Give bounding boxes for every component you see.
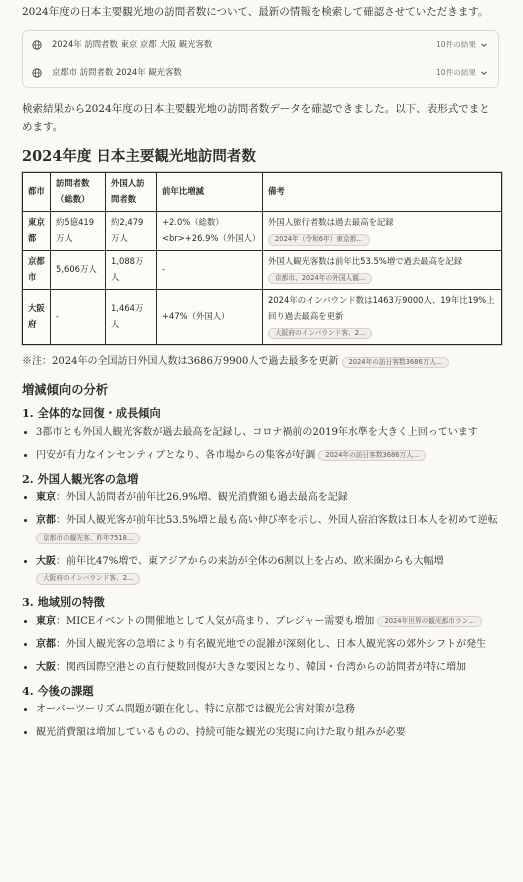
cell-change: +47%（外国人） <box>157 290 263 345</box>
item-text: ：外国人訪問者が前年比26.9%増、観光消費額も過去最高を記録 <box>56 492 348 504</box>
list-item <box>36 512 499 548</box>
bullet-list <box>22 424 499 465</box>
result-count: 10件の結果 <box>435 39 476 49</box>
header-change: 前年比増減 <box>157 173 263 212</box>
citation-chip[interactable]: 京都市の観光客、昨年7518... <box>36 533 140 544</box>
intro-text: 2024年度の日本主要観光地の訪問者数について、最新の情報を検索して確認させていただきます。 <box>22 6 489 18</box>
citation-chip[interactable]: 2024年の訪日客数3686万人... <box>318 450 426 461</box>
search-result-row[interactable] <box>23 59 498 87</box>
cell-city: 京都市 <box>23 251 51 290</box>
item-prefix: 東京 <box>36 492 56 504</box>
section-regional <box>22 594 499 676</box>
item-text: 3都市とも外国人観光客数が過去最高を記録し、コロナ禍前の2019年水準を大きく上回っています <box>36 427 478 438</box>
result-count: 10件の結果 <box>435 67 476 77</box>
list-item <box>36 553 499 589</box>
table-title: 2024年度 日本主要観光地訪問者数 <box>22 148 256 166</box>
cell-foreign: 1,464万人 <box>106 290 157 345</box>
cell-total: - <box>51 290 106 345</box>
item-prefix: 京都 <box>36 515 56 527</box>
item-prefix: 大阪 <box>36 555 56 567</box>
search-query: 2024年 訪問者数 東京 京都 大阪 観光客数 <box>52 39 213 50</box>
search-query: 京都市 訪問者数 2024年 観光客数 <box>52 67 182 78</box>
globe-icon <box>32 68 42 78</box>
analysis-title: 増減傾向の分析 <box>22 381 109 397</box>
cell-city: 大阪府 <box>23 290 51 345</box>
list-item <box>36 636 499 654</box>
item-text: ：外国人観光客の急増により有名観光地での混雑が深刻化し、日本人観光客の郊外シフトが発生 <box>56 638 486 650</box>
section-title: 1. 全体的な回復・成長傾向 <box>22 406 161 421</box>
bullet-list <box>22 489 499 588</box>
cell-total: 5,606万人 <box>51 251 106 290</box>
header-city: 都市 <box>23 173 51 212</box>
list-item <box>36 659 499 677</box>
bullet-list <box>22 701 499 742</box>
item-prefix: 東京 <box>36 616 56 628</box>
bullet-list <box>22 613 499 676</box>
cell-total: 約5億419万人 <box>51 212 106 251</box>
chevron-down-icon[interactable] <box>480 41 488 49</box>
header-total: 訪問者数（総数） <box>51 173 106 212</box>
list-item <box>36 447 499 465</box>
header-note: 備考 <box>263 173 502 212</box>
item-text: オーバーツーリズム問題が顕在化し、特に京都では観光公害対策が急務 <box>36 704 355 716</box>
section-foreign-surge <box>22 471 499 589</box>
header-foreign: 外国人訪問者数 <box>106 173 157 212</box>
table-row <box>23 251 502 290</box>
citation-chip[interactable]: 京都市、2024年の外国人観... <box>268 273 372 284</box>
note-text: 2024年のインバウンド数は1463万9000人、19年比19%上回り過去最高を更新 <box>268 295 495 322</box>
table-row <box>23 212 502 251</box>
list-item <box>36 701 499 719</box>
table-row <box>23 290 502 345</box>
search-result-row[interactable] <box>23 31 498 59</box>
item-text: ：外国人観光客が前年比53.5%増と最も高い伸び率を示し、外国人宿泊客数は日本人を初めて逆転 <box>56 515 498 527</box>
cell-city: 東京都 <box>23 212 51 251</box>
item-prefix: 京都 <box>36 638 56 650</box>
cell-foreign: 約2,479万人 <box>106 212 157 251</box>
item-prefix: 大阪 <box>36 661 56 673</box>
chevron-down-icon[interactable] <box>480 69 488 77</box>
list-item <box>36 724 499 742</box>
footnote <box>22 353 499 371</box>
cell-note <box>263 251 502 290</box>
list-item <box>36 424 499 442</box>
item-text: ：前年比47%増で、東アジアからの来訪が全体の6割以上を占め、欧米圏からも大幅増 <box>56 555 444 567</box>
citation-chip[interactable]: 2024年（令和6年）東京都... <box>268 234 370 245</box>
list-item <box>36 489 499 507</box>
section-overall <box>22 405 499 464</box>
section-title: 2. 外国人観光客の急増 <box>22 471 139 486</box>
cell-change: +2.0%（総数）<br>+26.9%（外国人） <box>157 212 263 251</box>
item-text: ：関西国際空港との直行便数回復が大きな要因となり、韓国・台湾からの訪問者が特に増加 <box>56 661 466 673</box>
citation-chip[interactable]: 大阪府のインバウンド客、2... <box>268 328 372 339</box>
table-header-row <box>23 173 502 212</box>
item-text: 円安が有力なインセンティブとなり、各市場からの集客が好調 <box>36 449 316 461</box>
cell-foreign: 1,088万人 <box>106 251 157 290</box>
section-title: 3. 地域別の特徴 <box>22 595 105 610</box>
visitor-table <box>22 172 502 345</box>
globe-icon <box>32 40 42 50</box>
cell-change: - <box>157 251 263 290</box>
citation-chip[interactable]: 2024年の訪日客数3686万人... <box>342 357 450 368</box>
list-item <box>36 613 499 631</box>
citation-chip[interactable]: 2024年世界の観光都市ラン... <box>377 616 481 627</box>
section-title: 4. 今後の課題 <box>22 683 94 698</box>
cell-note <box>263 212 502 251</box>
citation-chip[interactable]: 大阪府のインバウンド客、2... <box>36 573 140 584</box>
item-text: 観光消費額は増加しているものの、持続可能な観光の実現に向けた取り組みが必要 <box>36 727 406 739</box>
item-text: ：MICEイベントの開催地として人気が高まり、ブレジャー需要も増加 <box>56 616 375 628</box>
footnote-text: ※注：2024年の全国訪日外国人数は3686万9900人で過去最多を更新 <box>22 355 339 367</box>
note-text: 外国人観光客数は前年比53.5%増で過去最高を記録 <box>268 256 463 267</box>
cell-note <box>263 290 502 345</box>
section-challenges <box>22 683 499 742</box>
search-results-panel <box>22 30 499 88</box>
summary-text: 検索結果から2024年度の日本主要観光地の訪問者数データを確認できました。以下、表形式でまとめます。 <box>22 102 490 134</box>
note-text: 外国人旅行者数は過去最高を記録 <box>268 217 394 228</box>
